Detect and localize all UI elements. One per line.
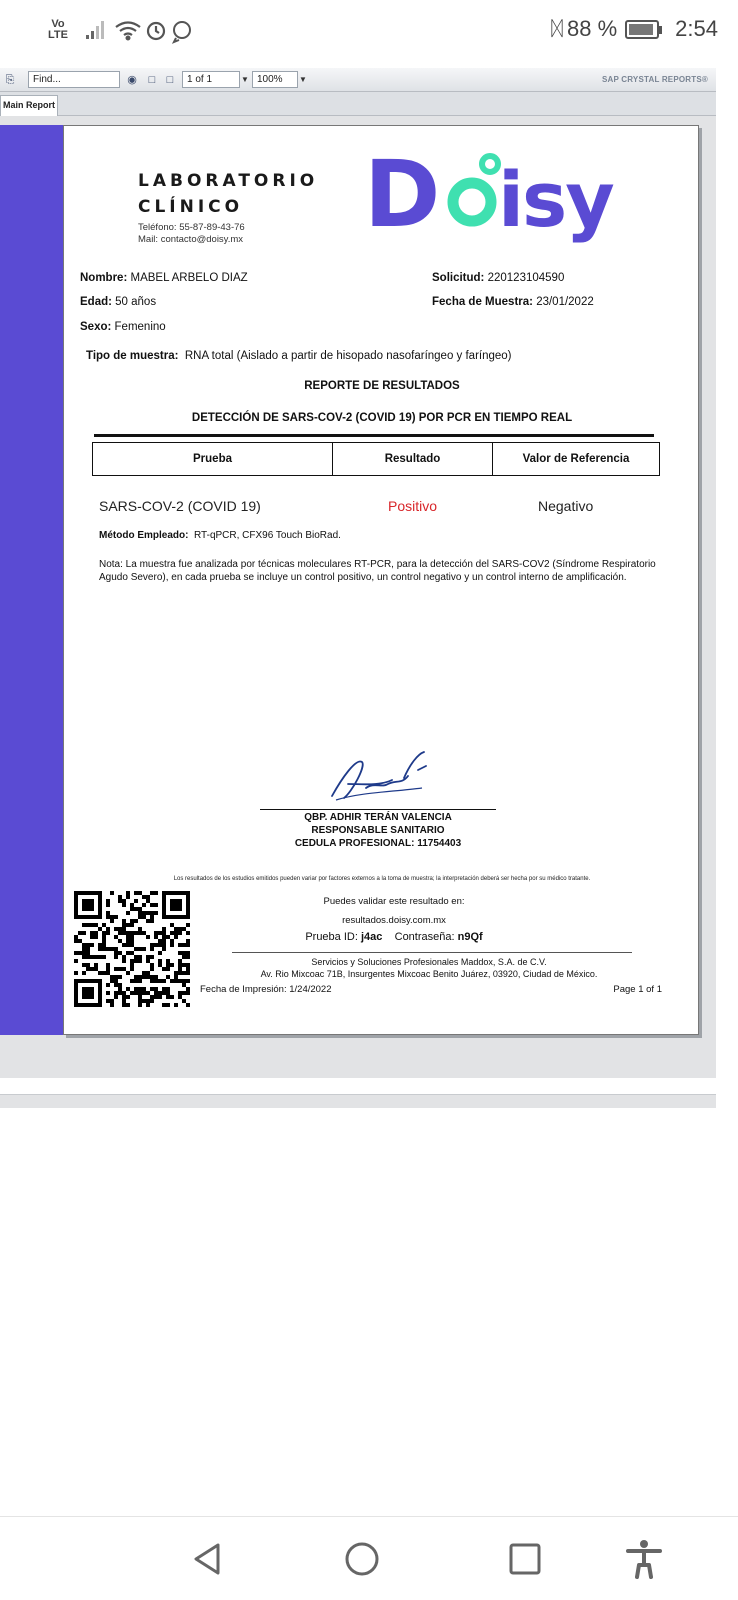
network-type [48, 19, 68, 41]
validate-line1: Puedes validar este resultado en: [323, 896, 465, 907]
signature [322, 748, 442, 808]
validate-url[interactable]: resultados.doisy.com.mx [342, 915, 446, 926]
company-info [214, 956, 644, 980]
network-type-top: Vo [51, 18, 65, 30]
page-area [0, 118, 716, 1078]
title-rule [94, 434, 654, 437]
page-select[interactable]: 1 of 1 [182, 71, 240, 88]
print-date: Fecha de Impresión: 1/24/2022 [200, 984, 332, 995]
navigation-bar [0, 1516, 738, 1600]
binoculars-icon[interactable]: ◉ [127, 74, 137, 86]
disclaimer: Los resultados de los estudios emitidos pueden variar por factores externos a la toma de muestra; la interpretación deberá ser hecha por su médico tratante. [173, 876, 591, 882]
test-title: DETECCIÓN DE SARS-COV-2 (COVID 19) POR PCR EN TIEMPO REAL [191, 412, 573, 424]
lab-name-line1: LABORATORIO [138, 171, 319, 191]
status-right [551, 16, 718, 42]
company-address: Av. Rio Mixcoac 71B, Insurgentes Mixcoac Benito Juárez, 03920, Ciudad de México. [260, 969, 598, 979]
lab-phone: Teléfono: 55-87-89-43-76 [138, 222, 245, 233]
viewer-toolbar [0, 68, 716, 92]
lab-contact [138, 222, 245, 246]
viewer-brand: SAP CRYSTAL REPORTS® [601, 75, 708, 84]
viewer-tabbar [0, 92, 716, 116]
patient-sex: Sexo: Femenino [80, 321, 166, 333]
method: Método Empleado: RT-qPCR, CFX96 Touch BioRad. [99, 530, 341, 541]
page-dropdown-icon[interactable]: ▼ [241, 75, 249, 84]
doisy-logo [364, 140, 613, 250]
signer-license: CEDULA PROFESIONAL: 11754403 [294, 838, 462, 849]
network-type-bottom: LTE [48, 29, 68, 41]
home-icon[interactable] [340, 1537, 384, 1581]
whatsapp-icon [174, 22, 190, 42]
accessibility-icon[interactable] [622, 1537, 666, 1581]
patient-name: Nombre: MABEL ARBELO DIAZ [80, 272, 248, 284]
results-table-header [92, 442, 660, 476]
signer-role: RESPONSABLE SANITARIO [311, 825, 445, 836]
signal-icon [86, 21, 104, 39]
recents-icon[interactable] [503, 1537, 547, 1581]
company-name: Servicios y Soluciones Profesionales Maddox, S.A. de C.V. [311, 957, 547, 967]
sample-date: Fecha de Muestra: 23/01/2022 [432, 296, 594, 308]
footer-rule [232, 952, 632, 953]
signer-block [260, 811, 496, 850]
col-prueba: Prueba [93, 443, 333, 475]
find-input[interactable]: Find... [28, 71, 120, 88]
result-value: Positivo [388, 498, 438, 514]
tab-main-report[interactable]: Main Report [0, 95, 58, 116]
back-icon[interactable] [186, 1537, 230, 1581]
report-viewer [0, 68, 716, 1078]
zoom-dropdown-icon[interactable]: ▼ [299, 75, 307, 84]
export-button[interactable]: ⎘ [5, 74, 15, 86]
wifi-icon [116, 23, 140, 40]
bluetooth-icon: ᛞ [551, 17, 564, 40]
prev-page-icon[interactable]: □ [166, 74, 174, 86]
left-accent-strip [0, 125, 63, 1035]
qr-code [74, 891, 190, 1007]
request-number: Solicitud: 220123104590 [432, 272, 565, 284]
result-test-name: SARS-COV-2 (COVID 19) [99, 498, 261, 514]
col-resultado: Resultado [333, 443, 493, 475]
alarm-icon [148, 23, 164, 39]
signature-line [260, 809, 496, 810]
first-page-icon[interactable]: □ [148, 74, 156, 86]
page-number: Page 1 of 1 [613, 984, 662, 995]
patient-age: Edad: 50 años [80, 296, 157, 308]
result-reference: Negativo [538, 498, 594, 514]
status-icons [86, 18, 196, 46]
sample-type: Tipo de muestra: RNA total (Aislado a partir de hisopado nasofaríngeo y faríngeo) [86, 350, 512, 362]
test-credentials: Prueba ID: j4ac Contraseña: n9Qf [305, 931, 483, 943]
clock: 2:54 [675, 16, 718, 41]
battery-percent: 88 % [567, 16, 618, 41]
zoom-select[interactable]: 100% [252, 71, 298, 88]
report-page [63, 125, 699, 1035]
status-bar [0, 0, 738, 64]
note: Nota: La muestra fue analizada por técnicas moleculares RT-PCR, para la detección del SARS-COV2 (Síndrome Respiratorio Agudo Severo), en cada prueba se incluye un control positivo, un control negativo y un control interno de amplificación. [99, 559, 656, 583]
report-title: REPORTE DE RESULTADOS [304, 380, 460, 392]
svg-text:D: D [364, 141, 437, 248]
col-referencia: Valor de Referencia [522, 453, 630, 465]
lab-name [138, 168, 318, 220]
battery-icon [625, 20, 659, 39]
lab-name-line2: CLÍNICO [138, 197, 244, 217]
svg-text:isy: isy [498, 155, 613, 244]
viewer-scrollbar[interactable] [0, 1094, 716, 1108]
lab-mail: Mail: contacto@doisy.mx [138, 234, 244, 245]
signer-name: QBP. ADHIR TERÁN VALENCIA [304, 812, 452, 823]
